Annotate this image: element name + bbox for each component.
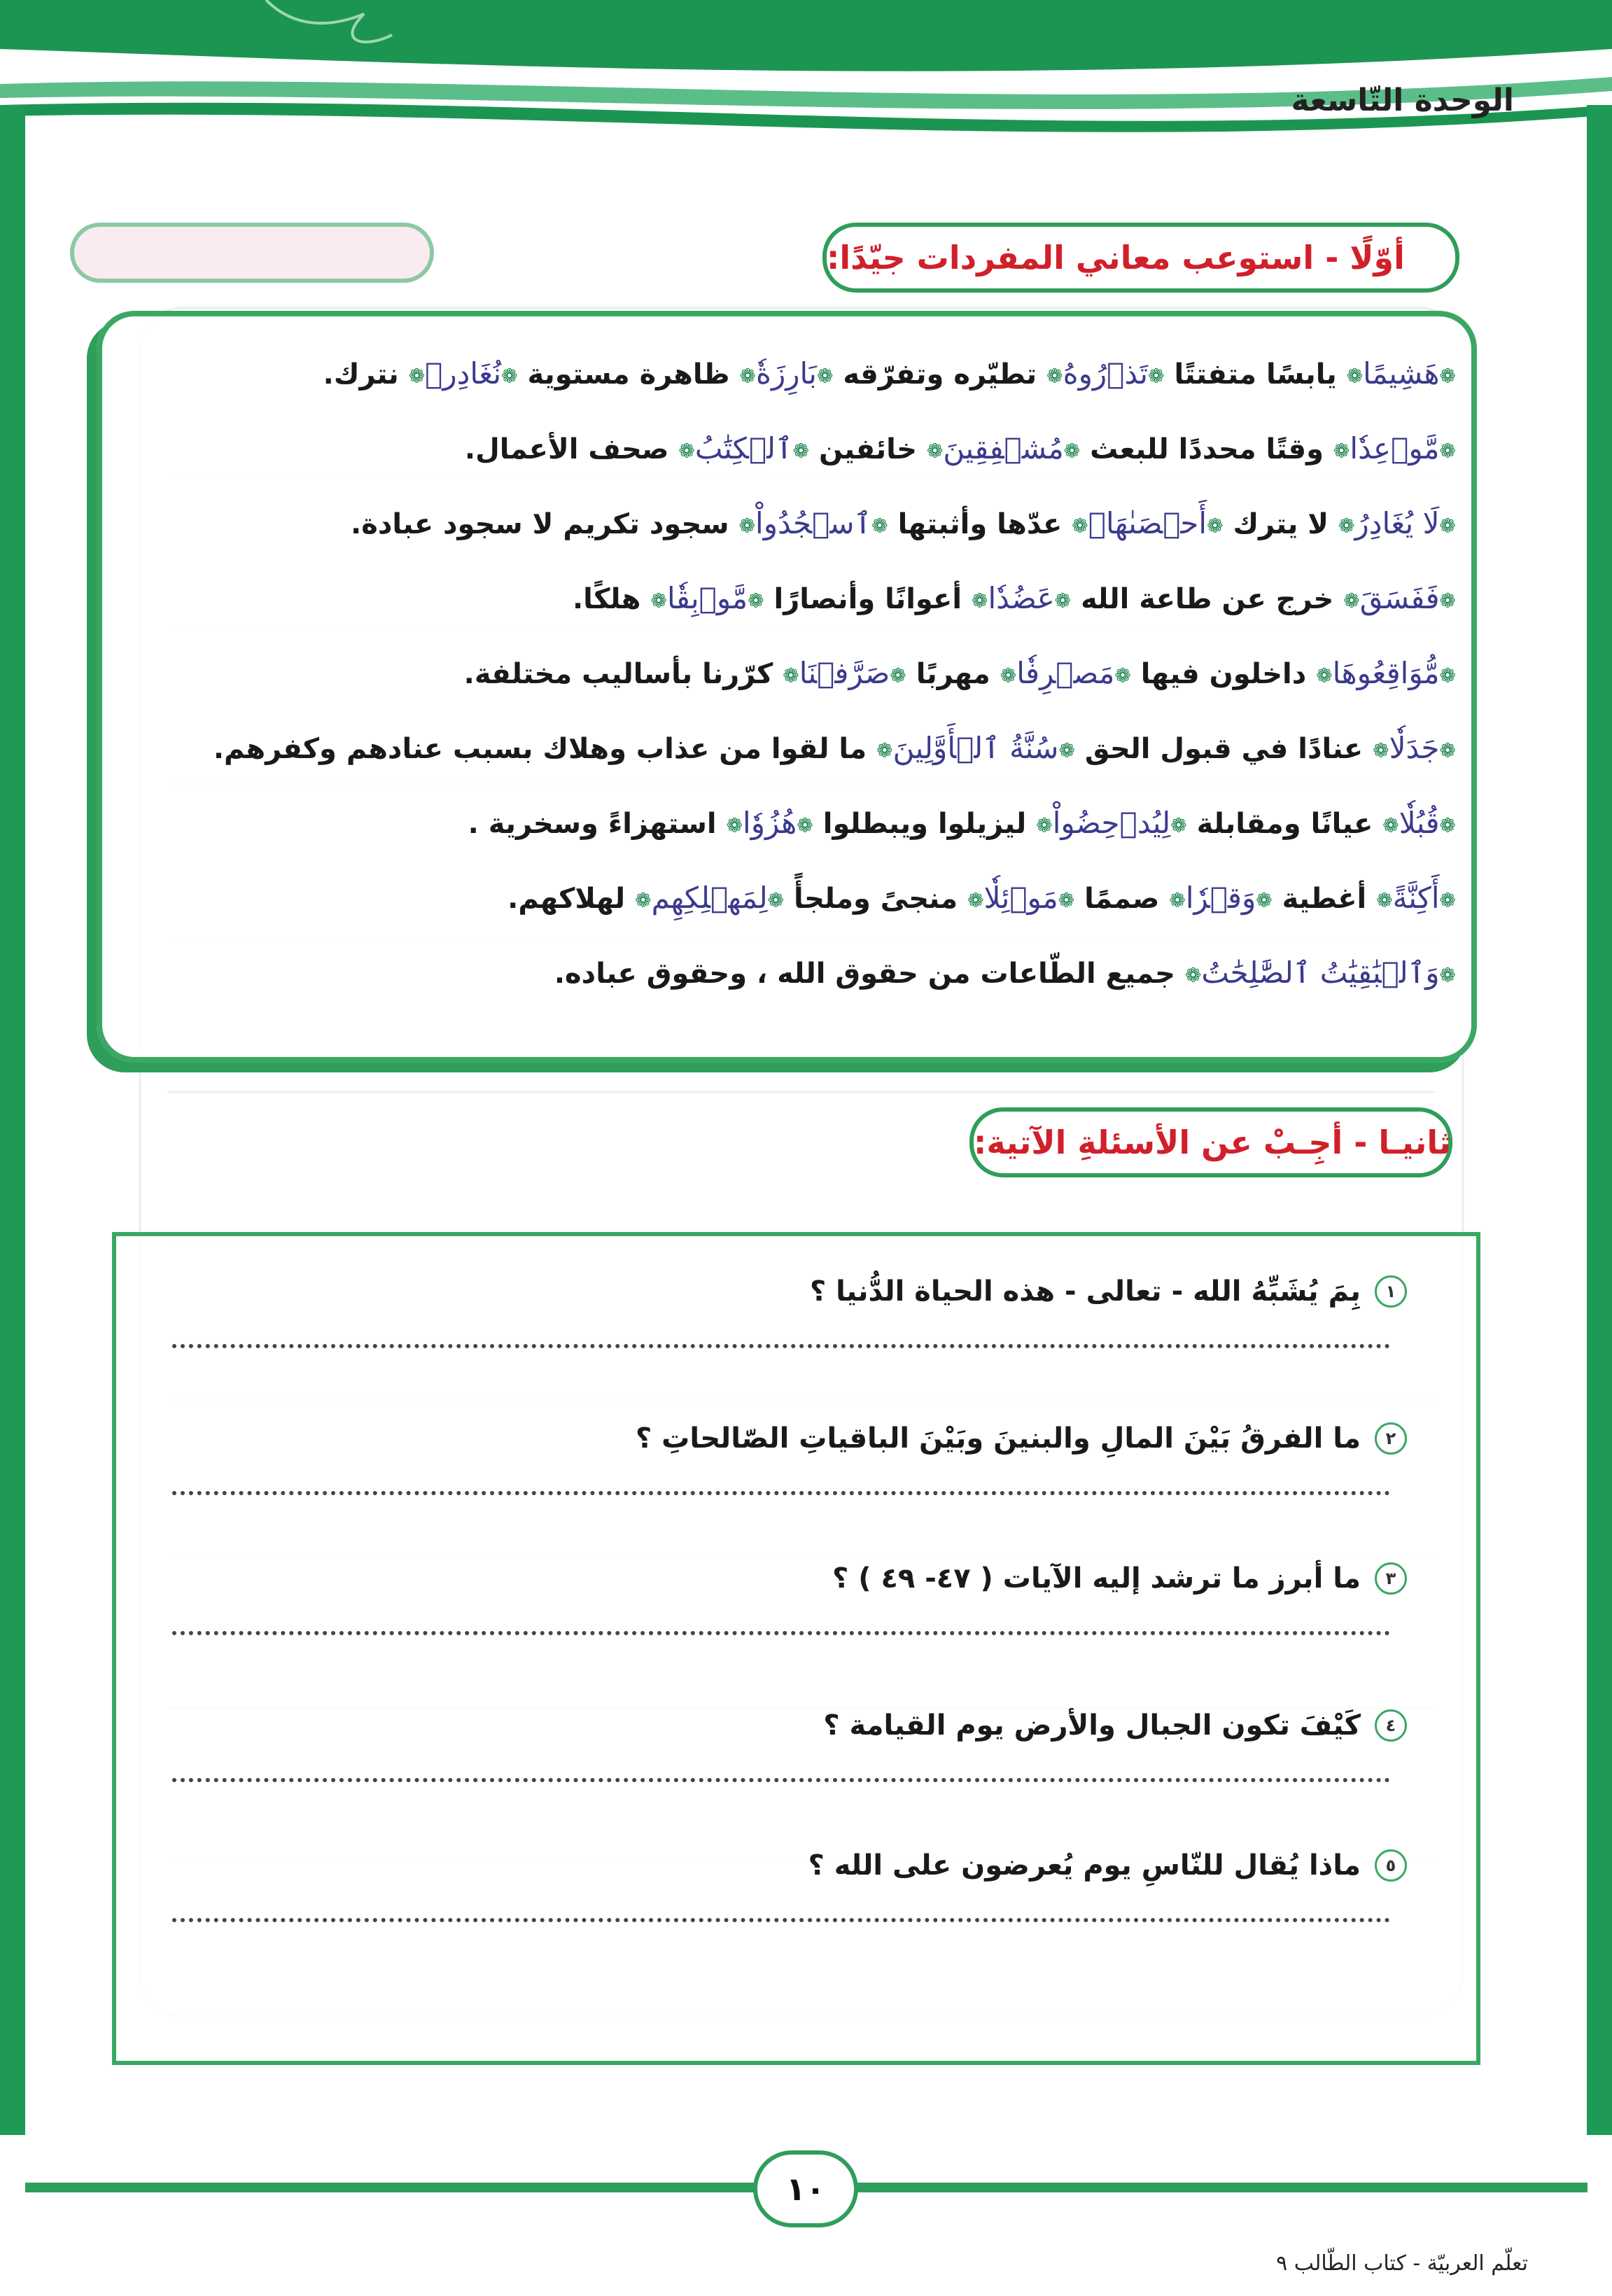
vocab-word: وَٱلۡبَٰقِيَٰتُ ٱلصَّٰلِحَٰتُ <box>1201 955 1440 990</box>
vocab-word: جَدَلٗا <box>1389 731 1440 765</box>
vocab-word: نُغَادِرۡ <box>425 356 502 391</box>
vocab-word: مُشۡفِقِينَ <box>943 431 1064 465</box>
vocab-meaning: استهزاءً وسخرية . <box>468 808 717 840</box>
ornament-icon: ❁ <box>1114 664 1131 687</box>
vocab-meaning: منجىً وملجأً <box>794 883 958 915</box>
question-number: ٤ <box>1375 1709 1407 1742</box>
vocab-meaning: ظاهرة مستوية <box>527 358 730 391</box>
vocab-word: مَّوۡعِدٗا <box>1350 431 1440 465</box>
vocab-meaning: جميع الطّاعات من حقوق الله ، وحقوق عباده. <box>554 958 1175 990</box>
question-item <box>147 1554 1407 1635</box>
ornament-icon: ❁ <box>1170 813 1187 837</box>
ornament-icon: ❁ <box>1439 589 1456 612</box>
answer-line[interactable] <box>172 1918 1390 1922</box>
vocab-meaning: عنادًا في قبول الحق <box>1084 733 1364 765</box>
vocab-row <box>112 336 1456 411</box>
vocab-word: لِيُدۡحِضُواْ <box>1052 806 1171 840</box>
question-number: ٣ <box>1375 1562 1407 1595</box>
ornament-icon: ❁ <box>1054 589 1072 612</box>
ornament-icon: ❁ <box>1333 439 1350 463</box>
vocab-meaning: عدّها وأثبتها <box>897 508 1063 540</box>
question-item <box>147 1701 1407 1782</box>
page-number: ١٠ <box>753 2150 858 2227</box>
vocab-word: أَحۡصَىٰهَاۚ <box>1088 506 1207 540</box>
book-title: تعلّم العربيّة - كتاب الطّالب ٩ <box>1276 2251 1528 2276</box>
ornament-icon: ❁ <box>876 738 893 762</box>
ornament-icon: ❁ <box>748 589 764 612</box>
vocab-meaning: وقتًا محددًا للبعث <box>1090 433 1324 465</box>
ornament-icon: ❁ <box>792 439 810 463</box>
ornament-icon: ❁ <box>501 364 518 388</box>
ornament-icon: ❁ <box>1439 963 1456 987</box>
ornament-icon: ❁ <box>1058 888 1075 912</box>
ornament-icon: ❁ <box>783 664 799 687</box>
ornament-icon: ❁ <box>1343 589 1360 612</box>
ornament-icon: ❁ <box>1000 664 1017 687</box>
vocab-word: مَوۡئِلٗا <box>983 881 1058 915</box>
question-text: ماذا يُقال للنّاسِ يوم يُعرضون على الله ؟ <box>808 1849 1361 1882</box>
ornament-icon: ❁ <box>967 888 984 912</box>
vocab-row <box>112 935 1456 1010</box>
vocab-word: صَرَّفۡنَا <box>799 656 890 690</box>
question-number: ١ <box>1375 1275 1407 1308</box>
vocab-meaning: عيانًا ومقابلة <box>1196 808 1373 840</box>
ornament-icon: ❁ <box>1072 514 1088 538</box>
vocab-meaning: لهلاكهم. <box>507 883 626 915</box>
question-item <box>147 1267 1407 1348</box>
ornament-icon: ❁ <box>817 364 834 388</box>
ornament-icon: ❁ <box>1439 738 1456 762</box>
vocab-meaning: ما لقوا من عذاب وهلاك بسبب عنادهم وكفرهم. <box>213 733 867 765</box>
ornament-icon: ❁ <box>871 514 888 538</box>
ornament-icon: ❁ <box>739 364 756 388</box>
ornament-icon: ❁ <box>1207 514 1224 538</box>
vocab-meaning: يابسًا متفتتًا <box>1174 358 1337 391</box>
unit-title: الوحدة التّاسعة <box>1291 83 1514 118</box>
vocab-word: عَضُدٗا <box>988 581 1055 615</box>
answer-line[interactable] <box>172 1778 1390 1782</box>
ornament-icon: ❁ <box>1063 439 1081 463</box>
vocab-word: هُزُوٗا <box>743 806 797 840</box>
vocab-word: هَشِيمًا <box>1363 356 1440 391</box>
ornament-icon: ❁ <box>650 589 667 612</box>
vocab-row <box>112 486 1456 561</box>
ornament-icon: ❁ <box>1058 738 1075 762</box>
ornament-icon: ❁ <box>1439 888 1456 912</box>
ornament-icon: ❁ <box>408 364 426 388</box>
vocab-meaning: صحف الأعمال. <box>464 433 669 465</box>
vocab-word: مَّوۡبِقٗا <box>666 581 748 615</box>
ornament-icon: ❁ <box>1148 364 1165 388</box>
question-item <box>147 1414 1407 1495</box>
vocab-meaning: تطيّره وتفرّقه <box>843 358 1037 391</box>
ornament-icon: ❁ <box>738 514 756 538</box>
left-side-rail <box>0 105 25 2135</box>
ornament-icon: ❁ <box>1382 813 1399 837</box>
ornament-icon: ❁ <box>1439 364 1456 388</box>
vocab-meaning: لا يترك <box>1233 508 1329 540</box>
vocab-meaning: داخلون فيها <box>1140 658 1307 690</box>
ornament-icon: ❁ <box>1184 963 1202 987</box>
question-number: ٥ <box>1375 1849 1407 1882</box>
vocab-meaning: صممًا <box>1084 883 1160 915</box>
ornament-icon: ❁ <box>926 439 944 463</box>
vocab-meaning: أعوانًا وأنصارًا <box>773 583 962 615</box>
vocab-row <box>112 411 1456 486</box>
faded-header-decoration <box>70 223 434 283</box>
vocab-row <box>112 636 1456 710</box>
vocab-word: فَفَسَقَ <box>1359 581 1440 615</box>
questions-box <box>112 1232 1480 2065</box>
vocab-word: سُنَّةُ ٱلۡأَوَّلِينَ <box>892 731 1059 765</box>
question-text: ما الفرقُ بَيْنَ المالِ والبنينَ وبَيْنَ الباقياتِ الصّالحاتِ ؟ <box>636 1422 1361 1455</box>
section-1-title: أوّلًا - استوعب معاني المفردات جيّدًا: <box>822 223 1459 293</box>
vocab-meaning: ليزيلوا ويبطلوا <box>822 808 1027 840</box>
ornament-icon: ❁ <box>1036 813 1053 837</box>
vocab-meaning: مهربًا <box>916 658 990 690</box>
ornament-icon: ❁ <box>971 589 988 612</box>
vocab-row <box>112 710 1456 785</box>
vocab-row <box>112 561 1456 636</box>
vocab-word: مُّوَاقِعُوهَا <box>1332 656 1440 690</box>
ornament-icon: ❁ <box>635 888 652 912</box>
vocab-row <box>112 785 1456 860</box>
ornament-icon: ❁ <box>1256 888 1273 912</box>
section-2-title: ثانيـا - أجِـبْ عن الأسئلةِ الآتية: <box>969 1107 1452 1177</box>
vocab-row <box>112 860 1456 935</box>
ornament-icon: ❁ <box>890 664 906 687</box>
ornament-icon: ❁ <box>1169 888 1186 912</box>
vocab-word: لَا يُغَادِرُ <box>1354 506 1440 540</box>
vocab-word: مَصۡرِفٗا <box>1016 656 1115 690</box>
question-text: كَيْفَ تكون الجبال والأرض يوم القيامة ؟ <box>823 1709 1361 1742</box>
ornament-icon: ❁ <box>1439 514 1456 538</box>
vocab-word: قُبُلٗا <box>1399 806 1440 840</box>
vocab-word: لِمَهۡلِكِهِم <box>651 881 768 915</box>
vocab-meaning: أغطية <box>1282 883 1367 915</box>
vocab-meaning: هلكًا. <box>572 583 641 615</box>
answer-line[interactable] <box>172 1491 1390 1495</box>
vocab-meaning: نترك. <box>323 358 399 391</box>
vocabulary-list <box>112 336 1456 1010</box>
ornament-icon: ❁ <box>1373 738 1389 762</box>
ornament-icon: ❁ <box>1046 364 1063 388</box>
question-text: ما أبرز ما ترشد إليه الآيات ( ٤٧- ٤٩ ) ؟ <box>832 1562 1361 1595</box>
question-number: ٢ <box>1375 1422 1407 1455</box>
ornament-icon: ❁ <box>1316 664 1333 687</box>
vocab-word: أَكِنَّةً <box>1392 881 1440 915</box>
right-side-rail <box>1587 105 1612 2135</box>
vocab-word: ٱسۡجُدُواْ <box>755 506 872 540</box>
answer-line[interactable] <box>172 1631 1390 1635</box>
ornament-icon: ❁ <box>1346 364 1364 388</box>
vocab-meaning: خائفين <box>819 433 918 465</box>
ornament-icon: ❁ <box>797 813 813 837</box>
vocab-word: وَقۡرٗا <box>1185 881 1256 915</box>
question-item <box>147 1841 1407 1922</box>
vocab-meaning: كرّرنا بأساليب مختلفة. <box>463 658 773 690</box>
ornament-icon: ❁ <box>726 813 743 837</box>
question-text: بِمَ يُشَبِّهُ الله - تعالى - هذه الحياة الدُّنيا ؟ <box>809 1275 1361 1308</box>
ornament-icon: ❁ <box>1439 813 1456 837</box>
ornament-icon: ❁ <box>1338 514 1355 538</box>
vocab-meaning: خرج عن طاعة الله <box>1081 583 1334 615</box>
ornament-icon: ❁ <box>1376 888 1393 912</box>
vocab-word: تَذۡرُوهُ <box>1063 356 1149 391</box>
ornament-icon: ❁ <box>767 888 785 912</box>
ornament-icon: ❁ <box>678 439 695 463</box>
vocab-word: ٱلۡكِتَٰبُ <box>694 431 793 465</box>
answer-line[interactable] <box>172 1344 1390 1348</box>
vocab-word: بَارِزَةٗ <box>755 356 817 391</box>
ornament-icon: ❁ <box>1439 664 1456 687</box>
vocab-meaning: سجود تكريم لا سجود عبادة. <box>351 508 729 540</box>
ornament-icon: ❁ <box>1439 439 1456 463</box>
